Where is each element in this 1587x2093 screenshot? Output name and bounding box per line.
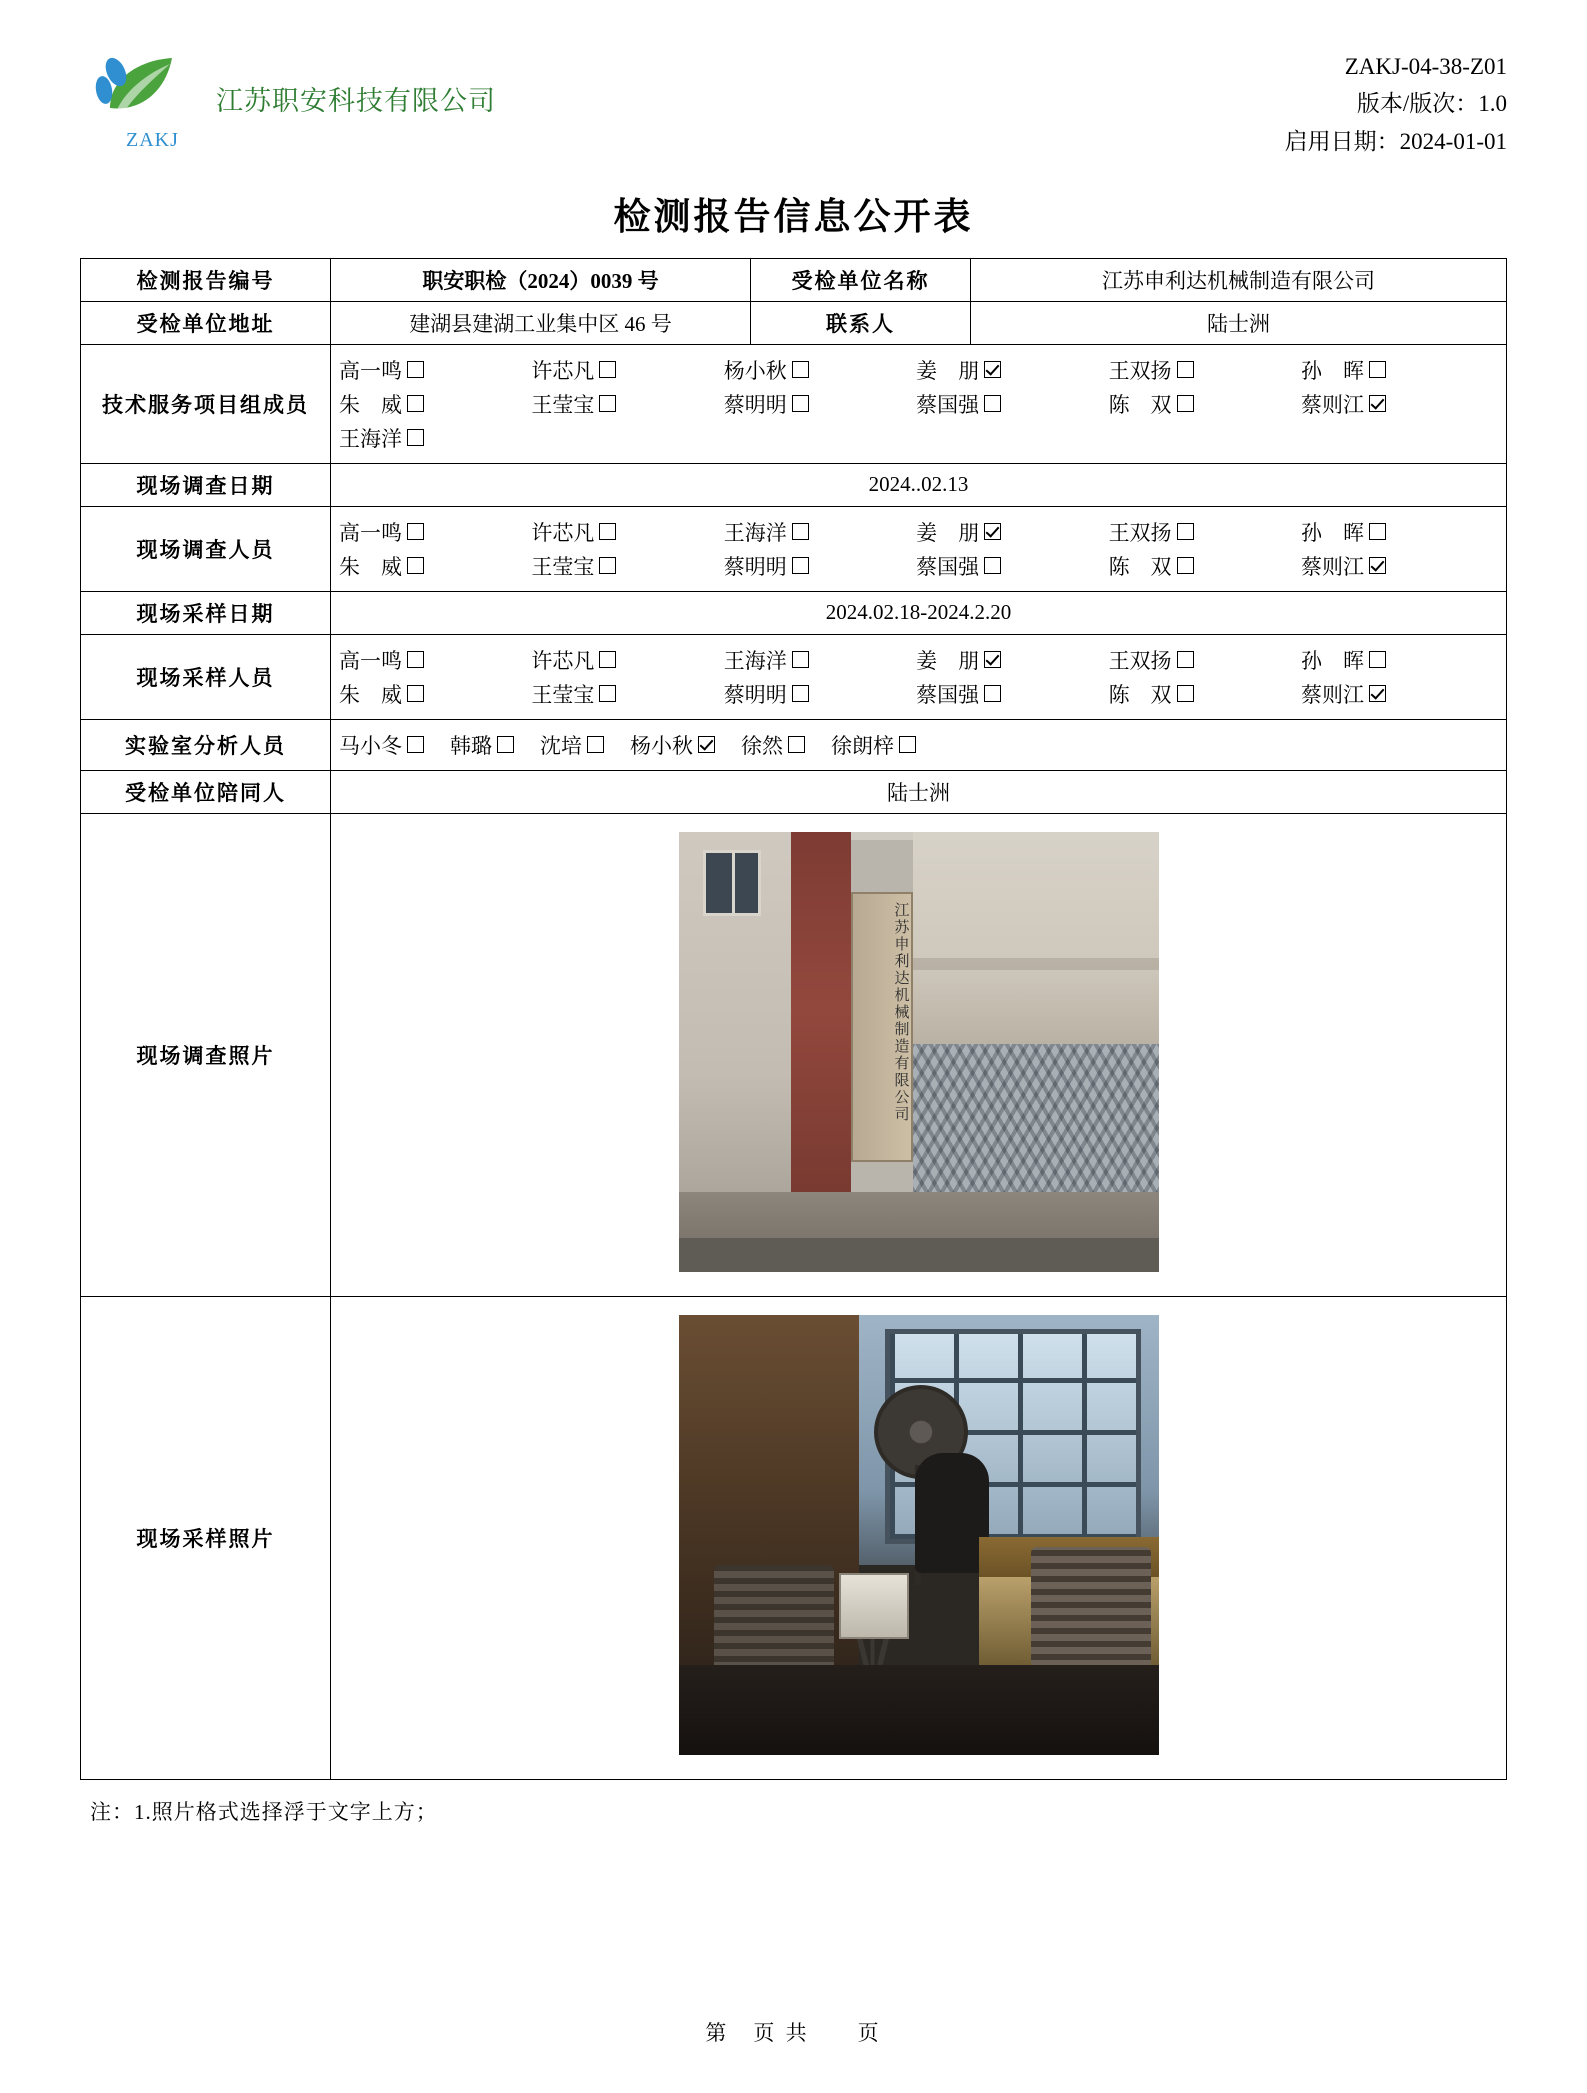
person-checkbox-item[interactable] <box>916 389 1108 419</box>
checkbox-icon[interactable] <box>587 736 604 753</box>
checkbox-icon[interactable] <box>792 361 809 378</box>
survey-date-label: 现场调查日期 <box>81 463 331 506</box>
table-row <box>81 634 1507 719</box>
person-checkbox-item[interactable] <box>531 355 723 385</box>
address-value: 建湖县建湖工业集中区 46 号 <box>331 301 751 344</box>
footnote: 注：1.照片格式选择浮于文字上方； <box>90 1799 438 1824</box>
person-name: 陈 双 <box>1108 554 1172 579</box>
checkbox-icon[interactable] <box>407 429 424 446</box>
person-checkbox-item[interactable] <box>1109 679 1301 709</box>
person-checkbox-item[interactable] <box>339 389 531 419</box>
checkbox-checked-icon[interactable] <box>1369 685 1386 702</box>
person-checkbox-item[interactable] <box>540 730 604 760</box>
person-name: 王海洋 <box>723 520 787 545</box>
table-row <box>81 258 1507 301</box>
person-name: 韩璐 <box>450 733 492 758</box>
doc-code: ZAKJ-04-38-Z01 <box>1344 54 1507 79</box>
person-name: 杨小秋 <box>723 358 787 383</box>
person-name: 蔡国强 <box>916 554 980 579</box>
person-checkbox-item[interactable] <box>916 679 1108 709</box>
checkbox-icon[interactable] <box>1177 361 1194 378</box>
checkbox-checked-icon[interactable] <box>698 736 715 753</box>
document-header <box>80 30 1507 160</box>
person-checkbox-item[interactable] <box>339 551 531 581</box>
person-checkbox-item[interactable] <box>724 645 916 675</box>
person-checkbox-item[interactable] <box>1301 355 1493 385</box>
person-row <box>339 423 1498 453</box>
checkbox-icon[interactable] <box>1177 523 1194 540</box>
person-checkbox-item[interactable] <box>1301 679 1493 709</box>
contact-label: 联系人 <box>751 301 971 344</box>
person-checkbox-item[interactable] <box>339 730 424 760</box>
person-name: 王海洋 <box>723 648 787 673</box>
company-name: 江苏职安科技有限公司 <box>216 85 496 116</box>
checkbox-icon[interactable] <box>1177 395 1194 412</box>
escort-label: 受检单位陪同人 <box>81 770 331 813</box>
person-checkbox-item[interactable] <box>1301 551 1493 581</box>
person-name: 许芯凡 <box>531 648 595 673</box>
checkbox-icon[interactable] <box>407 736 424 753</box>
factory-sign-text: 江苏申利达机械制造有限公司 <box>851 892 913 1162</box>
checkbox-icon[interactable] <box>599 557 616 574</box>
survey-people-list <box>339 517 1498 581</box>
person-name: 马小冬 <box>339 733 402 758</box>
client-value: 江苏申利达机械制造有限公司 <box>971 258 1507 301</box>
person-name: 蔡国强 <box>916 682 980 707</box>
person-checkbox-item[interactable] <box>1109 517 1301 547</box>
checkbox-icon[interactable] <box>599 523 616 540</box>
person-name: 孙 晖 <box>1300 648 1364 673</box>
person-name: 王双扬 <box>1108 358 1172 383</box>
sampling-instrument <box>839 1573 909 1639</box>
table-row <box>81 591 1507 634</box>
lab-label: 实验室分析人员 <box>81 719 331 770</box>
checkbox-checked-icon[interactable] <box>984 523 1001 540</box>
checkbox-icon[interactable] <box>788 736 805 753</box>
team-members-list <box>339 355 1498 453</box>
checkbox-icon[interactable] <box>599 651 616 668</box>
sampling-date-value: 2024.02.18-2024.2.20 <box>331 591 1507 634</box>
person-checkbox-item[interactable] <box>1109 389 1301 419</box>
person-name: 蔡则江 <box>1300 392 1364 417</box>
person-checkbox-item[interactable] <box>831 730 916 760</box>
person-name: 杨小秋 <box>630 733 693 758</box>
person-name: 蔡明明 <box>723 554 787 579</box>
person-checkbox-item[interactable] <box>724 355 916 385</box>
team-label: 技术服务项目组成员 <box>81 344 331 463</box>
page-title: 检测报告信息公开表 <box>613 196 974 238</box>
person-checkbox-item[interactable] <box>724 679 916 709</box>
report-no-label: 检测报告编号 <box>81 258 331 301</box>
person-checkbox-item[interactable] <box>1109 645 1301 675</box>
person-name: 沈培 <box>540 733 582 758</box>
person-row <box>339 551 1498 581</box>
person-checkbox-item[interactable] <box>916 645 1108 675</box>
person-name: 蔡明明 <box>723 392 787 417</box>
checkbox-icon[interactable] <box>1369 523 1386 540</box>
person-checkbox-item[interactable] <box>339 679 531 709</box>
table-row <box>81 301 1507 344</box>
person-name: 王海洋 <box>339 426 402 451</box>
person-name: 陈 双 <box>1108 682 1172 707</box>
person-checkbox-item[interactable] <box>339 355 531 385</box>
person-name: 姜 朋 <box>916 358 980 383</box>
survey-photo-label: 现场调查照片 <box>81 813 331 1296</box>
report-no-value: 职安职检（2024）0039 号 <box>331 258 751 301</box>
person-name: 王莹宝 <box>531 392 595 417</box>
person-checkbox-item[interactable] <box>531 389 723 419</box>
sampling-photo-label: 现场采样照片 <box>81 1296 331 1779</box>
checkbox-icon[interactable] <box>599 361 616 378</box>
sampling-people-list <box>339 645 1498 709</box>
checkbox-icon[interactable] <box>407 557 424 574</box>
person-checkbox-item[interactable] <box>724 389 916 419</box>
sampling-people-label: 现场采样人员 <box>81 634 331 719</box>
person-checkbox-item[interactable] <box>630 730 715 760</box>
checkbox-icon[interactable] <box>792 557 809 574</box>
person-name: 朱 威 <box>339 392 402 417</box>
person-checkbox-item[interactable] <box>916 551 1108 581</box>
person-row <box>339 730 1498 760</box>
person-checkbox-item[interactable] <box>339 645 531 675</box>
checkbox-icon[interactable] <box>407 651 424 668</box>
table-row <box>81 813 1507 1296</box>
person-name: 蔡国强 <box>916 392 980 417</box>
table-row <box>81 344 1507 463</box>
table-row <box>81 506 1507 591</box>
survey-photo <box>679 832 1159 1272</box>
sampling-photo <box>679 1315 1159 1755</box>
survey-date-value: 2024..02.13 <box>331 463 1507 506</box>
person-checkbox-item[interactable] <box>339 517 531 547</box>
sampling-people-cell <box>331 634 1507 719</box>
team-members-cell <box>331 344 1507 463</box>
header-meta <box>1285 38 1507 160</box>
doc-version: 版本/版次：1.0 <box>1356 91 1507 117</box>
lab-people-cell <box>331 719 1507 770</box>
checkbox-checked-icon[interactable] <box>984 651 1001 668</box>
person-name: 许芯凡 <box>531 358 595 383</box>
person-name: 许芯凡 <box>531 520 595 545</box>
checkbox-icon[interactable] <box>1177 557 1194 574</box>
checkbox-icon[interactable] <box>899 736 916 753</box>
person-name: 王莹宝 <box>531 682 595 707</box>
checkbox-icon[interactable] <box>1369 361 1386 378</box>
checkbox-icon[interactable] <box>1177 651 1194 668</box>
checkbox-checked-icon[interactable] <box>984 361 1001 378</box>
person-checkbox-item[interactable] <box>1301 389 1493 419</box>
person-name: 姜 朋 <box>916 648 980 673</box>
checkbox-icon[interactable] <box>792 651 809 668</box>
survey-people-label: 现场调查人员 <box>81 506 331 591</box>
person-checkbox-item[interactable] <box>724 551 916 581</box>
table-row <box>81 1296 1507 1779</box>
person-row <box>339 517 1498 547</box>
person-checkbox-item[interactable] <box>1109 355 1301 385</box>
contact-value: 陆士洲 <box>971 301 1507 344</box>
person-name: 蔡明明 <box>723 682 787 707</box>
client-label: 受检单位名称 <box>751 258 971 301</box>
company-logo-icon <box>80 38 200 158</box>
checkbox-icon[interactable] <box>792 685 809 702</box>
person-name: 孙 晖 <box>1300 358 1364 383</box>
table-row <box>81 770 1507 813</box>
checkbox-icon[interactable] <box>497 736 514 753</box>
person-row <box>339 679 1498 709</box>
person-checkbox-item[interactable] <box>450 730 514 760</box>
person-checkbox-item[interactable] <box>1301 645 1493 675</box>
person-checkbox-item[interactable] <box>531 517 723 547</box>
svg-text:ZAKJ: ZAKJ <box>126 129 179 151</box>
person-name: 徐朗梓 <box>831 733 894 758</box>
person-name: 陈 双 <box>1108 392 1172 417</box>
person-checkbox-item[interactable] <box>339 423 531 453</box>
brand <box>80 38 496 158</box>
checkbox-checked-icon[interactable] <box>1369 395 1386 412</box>
window-shape <box>703 850 761 916</box>
survey-people-cell <box>331 506 1507 591</box>
checkbox-icon[interactable] <box>792 523 809 540</box>
report-info-table <box>80 258 1507 1780</box>
person-name: 蔡则江 <box>1300 682 1364 707</box>
doc-effective-date: 启用日期：2024-01-01 <box>1284 128 1507 154</box>
checkbox-icon[interactable] <box>984 557 1001 574</box>
person-name: 蔡则江 <box>1300 554 1364 579</box>
sampling-date-label: 现场采样日期 <box>81 591 331 634</box>
person-checkbox-item[interactable] <box>916 355 1108 385</box>
escort-value: 陆士洲 <box>331 770 1507 813</box>
page-number-footer: 第 页 共 页 <box>705 2021 882 2045</box>
survey-photo-cell <box>331 813 1507 1296</box>
checkbox-icon[interactable] <box>984 395 1001 412</box>
checkbox-icon[interactable] <box>792 395 809 412</box>
lab-people-list <box>339 730 1498 760</box>
person-name: 王莹宝 <box>531 554 595 579</box>
checkbox-icon[interactable] <box>984 685 1001 702</box>
table-row <box>81 463 1507 506</box>
checkbox-checked-icon[interactable] <box>1369 557 1386 574</box>
person-name: 王双扬 <box>1108 648 1172 673</box>
person-row <box>339 355 1498 385</box>
person-checkbox-item[interactable] <box>1301 517 1493 547</box>
person-name: 朱 威 <box>339 554 402 579</box>
sampling-photo-cell <box>331 1296 1507 1779</box>
person-name: 姜 朋 <box>916 520 980 545</box>
person-row <box>339 645 1498 675</box>
person-checkbox-item[interactable] <box>1109 551 1301 581</box>
checkbox-icon[interactable] <box>599 685 616 702</box>
person-checkbox-item[interactable] <box>531 645 723 675</box>
person-checkbox-item[interactable] <box>741 730 805 760</box>
checkbox-icon[interactable] <box>407 361 424 378</box>
table-row <box>81 719 1507 770</box>
person-name: 孙 晖 <box>1300 520 1364 545</box>
checkbox-icon[interactable] <box>599 395 616 412</box>
person-name: 朱 威 <box>339 682 402 707</box>
person-checkbox-item[interactable] <box>724 517 916 547</box>
checkbox-icon[interactable] <box>407 523 424 540</box>
checkbox-icon[interactable] <box>1369 651 1386 668</box>
checkbox-icon[interactable] <box>1177 685 1194 702</box>
person-row <box>339 389 1498 419</box>
person-name: 高一鸣 <box>339 648 402 673</box>
person-name: 高一鸣 <box>339 358 402 383</box>
person-checkbox-item[interactable] <box>531 551 723 581</box>
address-label: 受检单位地址 <box>81 301 331 344</box>
person-checkbox-item[interactable] <box>531 679 723 709</box>
person-checkbox-item[interactable] <box>916 517 1108 547</box>
person-name: 徐然 <box>741 733 783 758</box>
person-name: 高一鸣 <box>339 520 402 545</box>
checkbox-icon[interactable] <box>407 685 424 702</box>
checkbox-icon[interactable] <box>407 395 424 412</box>
person-name: 王双扬 <box>1108 520 1172 545</box>
